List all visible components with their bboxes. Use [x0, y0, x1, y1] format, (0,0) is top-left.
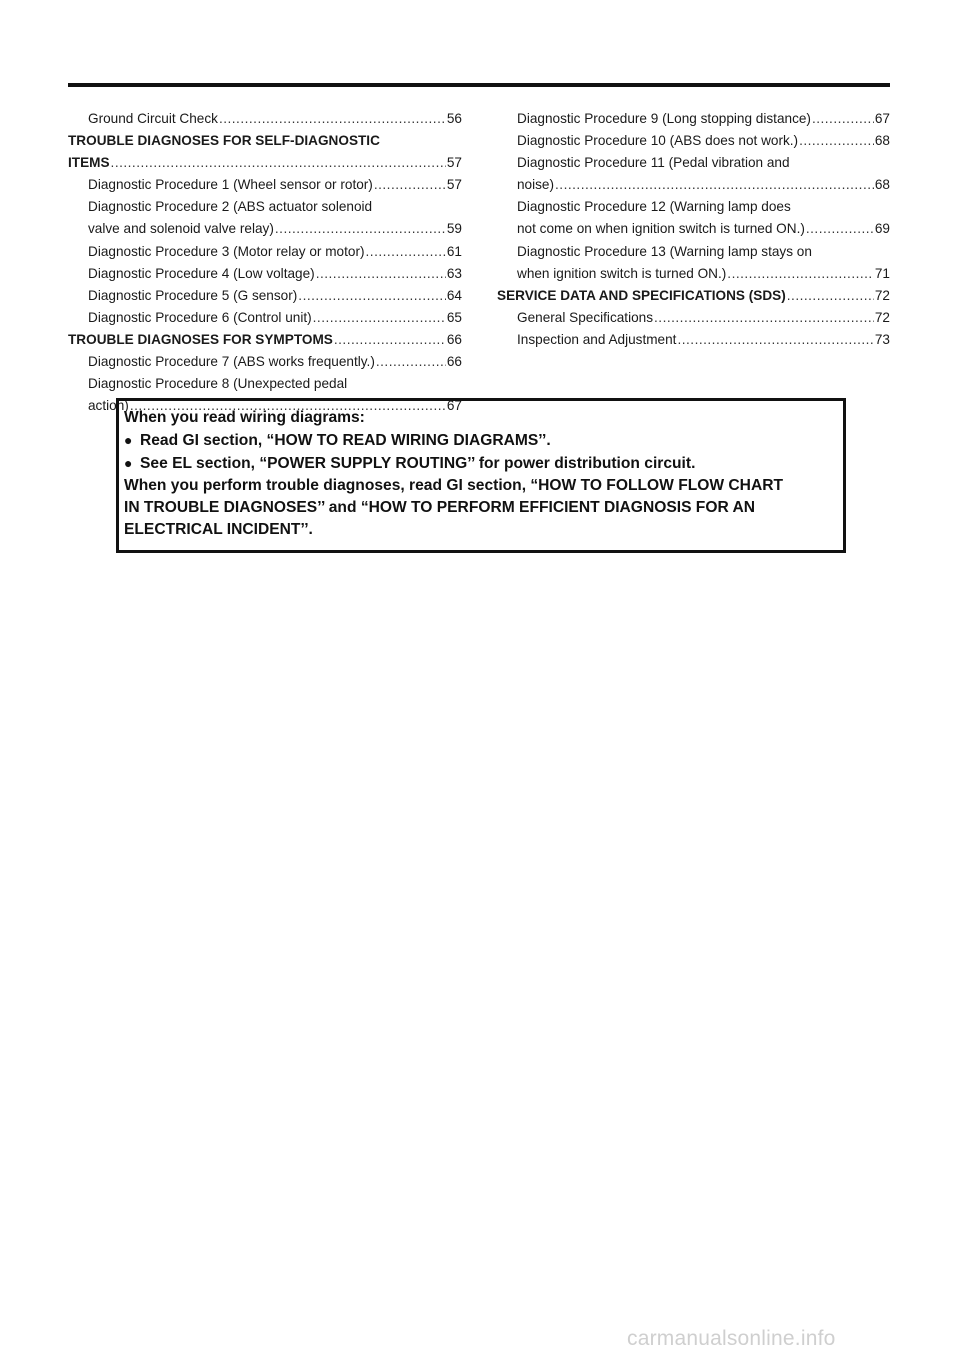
- dot-leader: [727, 263, 874, 285]
- dot-leader: [366, 241, 446, 263]
- toc-page-number: 68: [874, 133, 890, 149]
- toc-entry-title: not come on when ignition switch is turned ON.): [517, 221, 805, 237]
- toc-page-number: 65: [446, 309, 462, 325]
- toc-entry-title: noise): [517, 177, 555, 193]
- watermark: carmanualsonline.info: [627, 1327, 836, 1350]
- toc-entry-title-line: Diagnostic Procedure 8 (Unexpected pedal: [88, 376, 348, 392]
- toc-entry-title: Diagnostic Procedure 6 (Control unit): [88, 309, 312, 325]
- toc-page-number: 56: [446, 111, 462, 126]
- dot-leader: [275, 218, 446, 240]
- toc-entry-title-line: TROUBLE DIAGNOSES FOR SELF-DIAGNOSTIC: [68, 133, 380, 149]
- toc-page-number: 67: [446, 398, 462, 414]
- dot-leader: [555, 174, 874, 196]
- notice-text-line: When you perform trouble diagnoses, read GI section, “HOW TO FOLLOW FLOW CHART: [124, 477, 783, 494]
- notice-text-line: ELECTRICAL INCIDENT’’.: [124, 521, 313, 538]
- toc-page-number: 57: [446, 177, 462, 193]
- toc-page-number: 71: [874, 265, 890, 281]
- dot-leader: [334, 329, 446, 351]
- toc-entry-title-line: Diagnostic Procedure 11 (Pedal vibration and: [517, 155, 790, 171]
- toc-page-number: 66: [446, 354, 462, 370]
- toc-entry-title: ITEMS: [68, 155, 110, 171]
- toc-entry-title-line: Diagnostic Procedure 12 (Warning lamp does: [517, 199, 791, 215]
- toc-entry[interactable]: [68, 152, 462, 174]
- toc-entry-title: Diagnostic Procedure 9 (Long stopping distance): [517, 111, 811, 126]
- notice-bullet-text: See EL section, “POWER SUPPLY ROUTING’’ for power distribution circuit.: [140, 455, 696, 472]
- notice-bullet-text: Read GI section, “HOW TO READ WIRING DIAGRAMS’’.: [140, 432, 551, 449]
- toc-entry[interactable]: [497, 174, 890, 196]
- toc-right-column: [497, 108, 890, 351]
- toc-page-number: 66: [446, 331, 462, 347]
- bullet-icon: ●: [124, 455, 133, 471]
- toc-left-column: [68, 108, 462, 417]
- toc-page-number: 57: [446, 155, 462, 171]
- toc-entry[interactable]: [68, 174, 462, 196]
- dot-leader: [219, 108, 446, 130]
- toc-entry-title-line: Diagnostic Procedure 13 (Warning lamp stays on: [517, 243, 812, 259]
- toc-entry[interactable]: [497, 263, 890, 285]
- toc-entry-title: action): [88, 398, 129, 414]
- bullet-icon: ●: [124, 432, 133, 448]
- dot-leader: [374, 174, 446, 196]
- notice-text-line: IN TROUBLE DIAGNOSES’’ and “HOW TO PERFORM EFFICIENT DIAGNOSIS FOR AN: [124, 499, 755, 516]
- top-rule: [68, 83, 890, 87]
- toc-page-number: 64: [446, 287, 462, 303]
- toc-page-number: 59: [446, 221, 462, 237]
- toc-page-number: 68: [874, 177, 890, 193]
- toc-entry[interactable]: [68, 263, 462, 285]
- dot-leader: [376, 351, 446, 373]
- toc-entry-title: Inspection and Adjustment: [517, 331, 677, 347]
- dot-leader: [677, 329, 873, 351]
- dot-leader: [298, 285, 446, 307]
- dot-leader: [654, 307, 874, 329]
- toc-entry[interactable]: [68, 218, 462, 240]
- notice-bullet: [124, 452, 834, 475]
- toc-entry-title: Diagnostic Procedure 4 (Low voltage): [88, 265, 315, 281]
- wiring-diagram-notice: [116, 398, 846, 553]
- toc-entry-title: Ground Circuit Check: [88, 111, 218, 126]
- toc-page-number: 73: [874, 331, 890, 347]
- toc-entry[interactable]: [68, 108, 462, 130]
- toc-entry[interactable]: [497, 108, 890, 130]
- toc-page-number: 63: [446, 265, 462, 281]
- dot-leader: [316, 263, 446, 285]
- toc-entry-title: General Specifications: [517, 309, 654, 325]
- toc-page-number: 69: [874, 221, 890, 237]
- dot-leader: [313, 307, 446, 329]
- toc-entry-title: SERVICE DATA AND SPECIFICATIONS (SDS): [497, 287, 786, 303]
- toc-entry-title: Diagnostic Procedure 1 (Wheel sensor or rotor): [88, 177, 373, 193]
- toc-page-number: 61: [446, 243, 462, 259]
- dot-leader: [799, 130, 874, 152]
- toc-entry[interactable]: [68, 329, 462, 351]
- toc-page-number: 72: [874, 309, 890, 325]
- toc-entry-title: Diagnostic Procedure 3 (Motor relay or motor): [88, 243, 365, 259]
- toc-entry[interactable]: [68, 351, 462, 373]
- toc-entry[interactable]: [497, 130, 890, 152]
- toc-entry-title: Diagnostic Procedure 10 (ABS does not work.): [517, 133, 799, 149]
- toc-entry-title: Diagnostic Procedure 5 (G sensor): [88, 287, 298, 303]
- toc-entry[interactable]: [497, 307, 890, 329]
- toc-entry[interactable]: [497, 329, 890, 351]
- toc-entry-title-line: Diagnostic Procedure 2 (ABS actuator solenoid: [88, 199, 373, 215]
- dot-leader: [787, 285, 874, 307]
- toc-entry-title: Diagnostic Procedure 7 (ABS works frequently.): [88, 354, 375, 370]
- notice-heading: When you read wiring diagrams:: [124, 409, 365, 426]
- dot-leader: [111, 152, 446, 174]
- toc-entry[interactable]: [68, 307, 462, 329]
- toc-entry[interactable]: [68, 285, 462, 307]
- toc-entry-title: valve and solenoid valve relay): [88, 221, 274, 237]
- toc-entry-title: TROUBLE DIAGNOSES FOR SYMPTOMS: [68, 331, 333, 347]
- toc-entry[interactable]: [68, 241, 462, 263]
- toc-page-number: 72: [874, 287, 890, 303]
- dot-leader: [806, 218, 874, 240]
- toc-page-number: 67: [874, 111, 890, 126]
- toc-entry-title: when ignition switch is turned ON.): [517, 265, 727, 281]
- dot-leader: [812, 108, 874, 130]
- toc-entry[interactable]: [497, 285, 890, 307]
- toc-entry[interactable]: [497, 218, 890, 240]
- notice-bullet: [124, 429, 834, 452]
